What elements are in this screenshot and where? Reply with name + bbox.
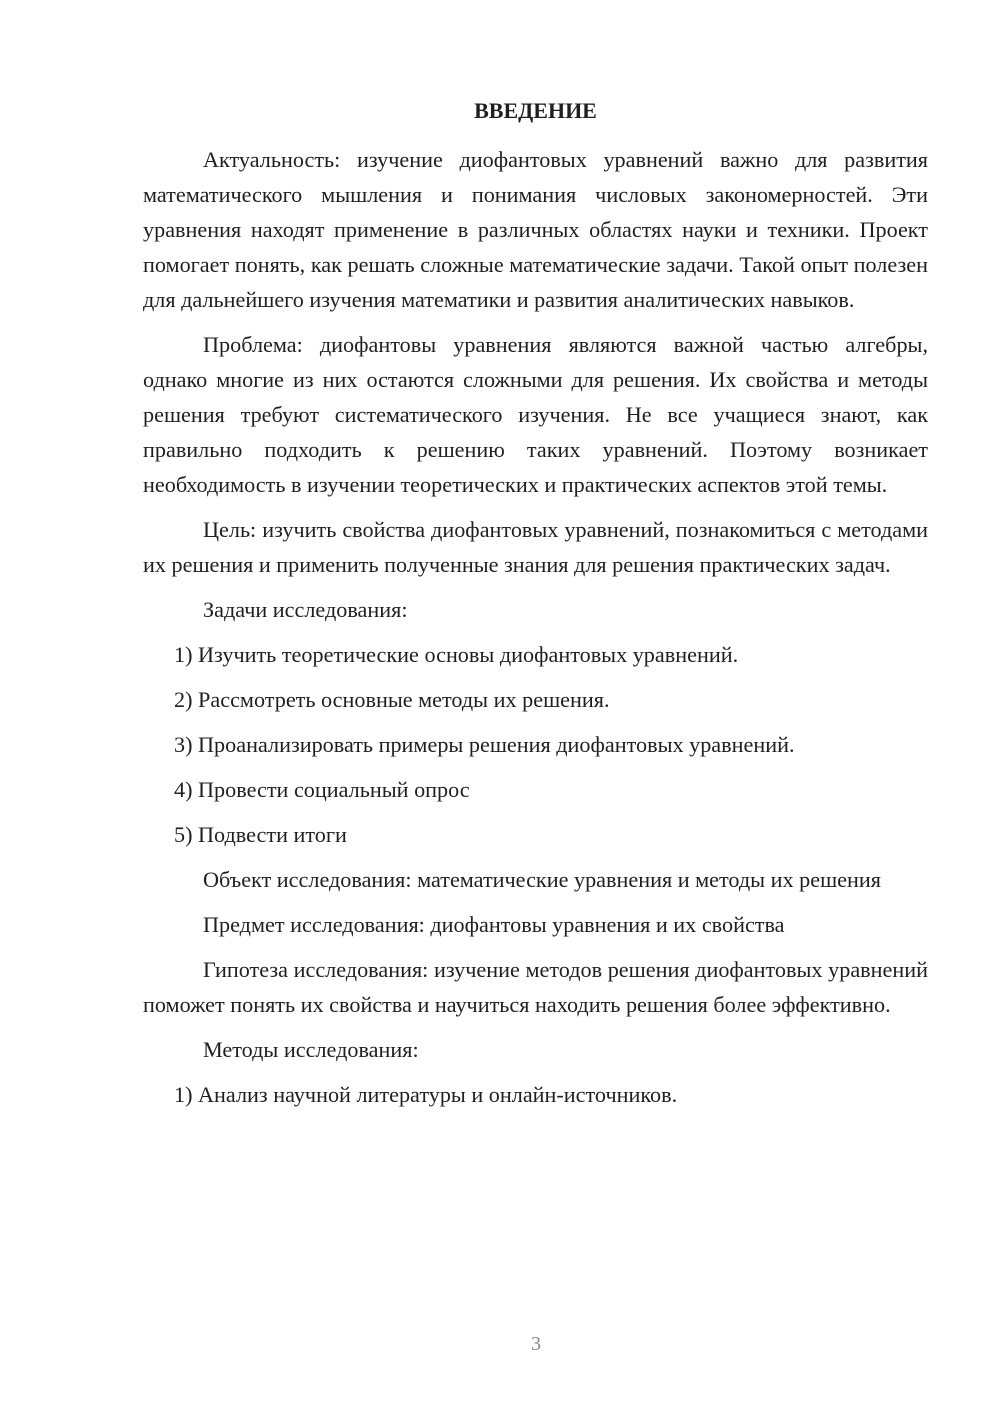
list-item: 2) Рассмотреть основные методы их решения. xyxy=(174,687,610,712)
tasks-heading: Задачи исследования: xyxy=(203,597,408,622)
methods-list xyxy=(143,1077,928,1112)
page-number: 3 xyxy=(531,1333,541,1355)
goal-paragraph: Цель: изучить свойства диофантовых уравнений, познакомиться с методами их решения и применить полученные знания для решения практических задач. xyxy=(143,517,928,577)
list-item: 1) Анализ научной литературы и онлайн-источников. xyxy=(174,1082,678,1107)
methods-heading: Методы исследования: xyxy=(203,1037,419,1062)
list-item: 1) Изучить теоретические основы диофантовых уравнений. xyxy=(174,642,739,667)
list-item: 3) Проанализировать примеры решения диофантовых уравнений. xyxy=(174,732,795,757)
problem-paragraph: Проблема: диофантовы уравнения являются важной частью алгебры, однако многие из них остаются сложными для решения. Их свойства и методы решения требуют систематического изучения. Не все учащиеся знают, как правильно подходить к решению таких уравнений. Поэтому возникает необходимость в изучении теоретических и практических аспектов этой темы. xyxy=(143,332,928,497)
page-title: ВВЕДЕНИЕ xyxy=(474,98,597,123)
list-item: 4) Провести социальный опрос xyxy=(174,777,470,802)
object-paragraph: Объект исследования: математические уравнения и методы их решения xyxy=(203,867,881,892)
page-content xyxy=(143,93,928,1122)
subject-paragraph: Предмет исследования: диофантовы уравнения и их свойства xyxy=(203,912,785,937)
tasks-list xyxy=(143,637,928,852)
list-item: 5) Подвести итоги xyxy=(174,822,347,847)
relevance-paragraph: Актуальность: изучение диофантовых уравнений важно для развития математического мышления и понимания числовых закономерностей. Эти уравнения находят применение в различных областях науки и техники. Проект помогает понять, как решать сложные математические задачи. Такой опыт полезен для дальнейшего изучения математики и развития аналитических навыков. xyxy=(143,147,928,312)
hypothesis-paragraph: Гипотеза исследования: изучение методов решения диофантовых уравнений поможет понять их свойства и научиться находить решения более эффективно. xyxy=(143,957,928,1017)
